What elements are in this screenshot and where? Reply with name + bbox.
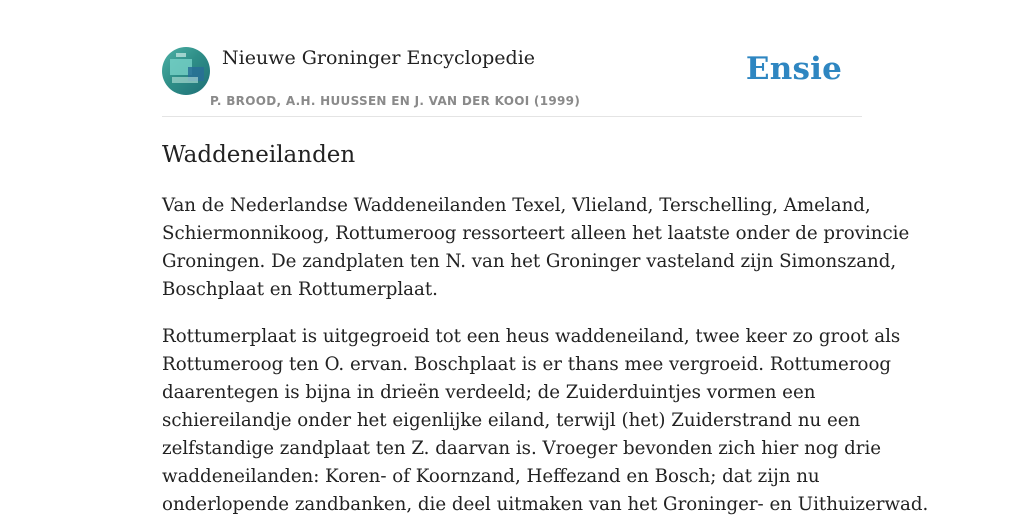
paragraph-line: Van de Nederlandse Waddeneilanden Texel, Vlieland, Terschelling, Ameland, (162, 195, 871, 216)
paragraph-line: daarentegen is bijna in drieën verdeeld; de Zuiderduintjes vormen een (162, 382, 816, 403)
publication-title-link[interactable]: Nieuwe Groninger Encyclopedie (222, 47, 536, 69)
paragraph-line: Groningen. De zandplaten ten N. van het Groninger vasteland zijn Simonszand, (162, 251, 897, 272)
publication-header (162, 0, 862, 117)
paragraph-line: onderlopende zandbanken, die deel uitmaken van het Groninger- en Uithuizerwad. (162, 494, 929, 515)
book-cover-thumbnail-icon[interactable] (162, 47, 210, 95)
entry-title: Waddeneilanden (162, 142, 356, 168)
paragraph-line: Schiermonnikoog, Rottumeroog ressorteert alleen het laatste onder de provincie (162, 223, 910, 244)
avatar-shape (176, 53, 186, 57)
paragraph-line: Rottumerplaat is uitgegroeid tot een heus waddeneiland, twee keer zo groot als (162, 326, 901, 347)
entry-paragraph (162, 192, 910, 304)
paragraph-line: Rottumeroog ten O. ervan. Boschplaat is er thans mee vergroeid. Rottumeroog (162, 354, 892, 375)
ensie-logo-link[interactable]: Ensie (745, 51, 842, 87)
article-page (162, 0, 929, 515)
paragraph-line: zelfstandige zandplaat ten Z. daarvan is. Vroeger bevonden zich hier nog drie (162, 438, 882, 459)
publication-authors: P. BROOD, A.H. HUUSSEN EN J. VAN DER KOOI (1999) (210, 94, 581, 108)
paragraph-line: waddeneilanden: Koren- of Koornzand, Heffezand en Bosch; dat zijn nu (162, 466, 820, 487)
paragraph-line: schiereilandje onder het eigenlijke eiland, terwijl (het) Zuiderstrand nu een (162, 410, 861, 431)
paragraph-line: Boschplaat en Rottumerplaat. (162, 279, 438, 300)
entry-paragraph (162, 323, 929, 519)
avatar-shape (172, 77, 198, 83)
